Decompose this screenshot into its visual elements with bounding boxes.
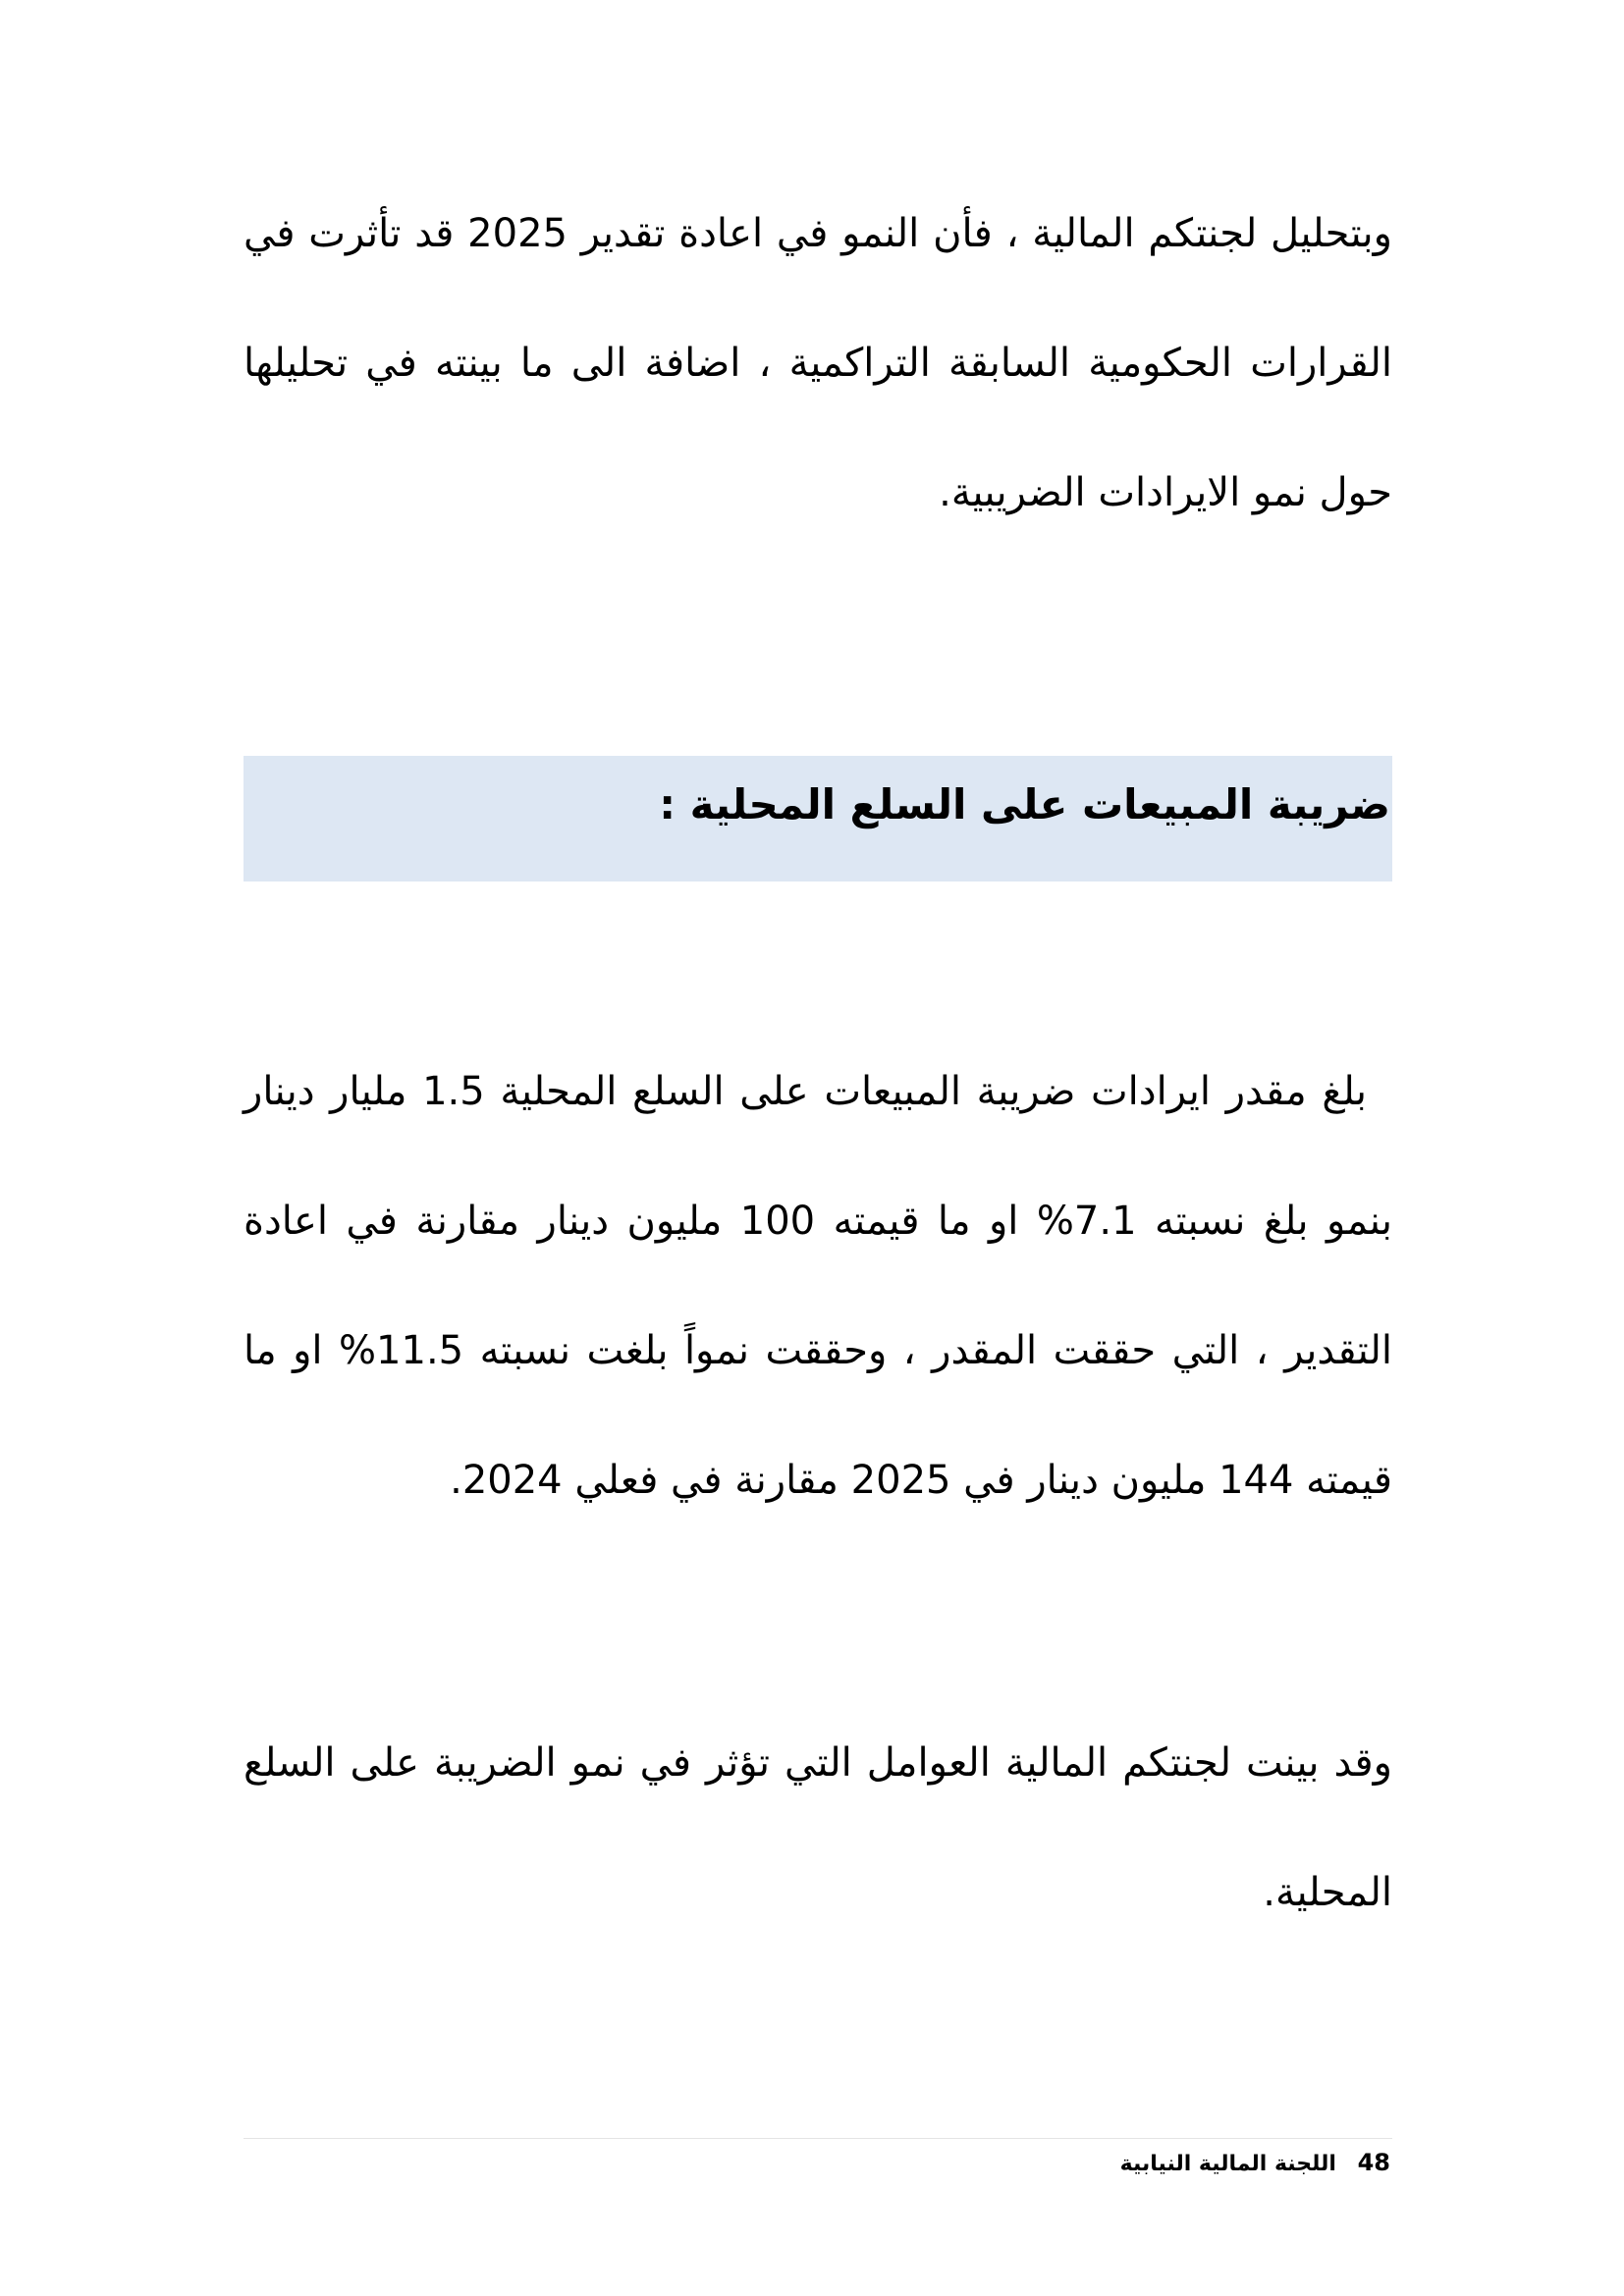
body-paragraph-2: وقد بينت لجنتكم المالية العوامل التي تؤثر في نمو الضريبة على السلع المحلية.: [244, 1740, 1392, 1915]
body-paragraph-1: بلغ مقدر ايرادات ضريبة المبيعات على السلع المحلية 1.5 مليار دينار بنمو بلغ نسبته 7.1% او ما قيمته 100 مليون دينار مقارنة في اعادة التقدير ، التي حققت المقدر ، وحققت نمواً بلغت نسبته 11.5% او ما قيمته 144 مليون دينار في 2025 مقارنة في فعلي 2024.: [244, 1069, 1393, 1503]
intro-paragraph: وبتحليل لجنتكم المالية ، فأن النمو في اعادة تقدير 2025 قد تأثرت في القرارات الحكومية السابقة التراكمية ، اضافة الى ما بينته في تحليلها حول نمو الايرادات الضريبية.: [244, 211, 1393, 515]
section-heading: ضريبة المبيعات على السلع المحلية :: [659, 780, 1390, 828]
document-page: [244, 0, 1392, 2296]
section-heading-band: [244, 756, 1392, 881]
page-number: 48: [1357, 2149, 1390, 2176]
footer-label: اللجنة المالية النيابية: [1119, 2152, 1336, 2176]
footer-divider: [244, 2138, 1392, 2139]
page-footer: [1120, 2148, 1390, 2179]
